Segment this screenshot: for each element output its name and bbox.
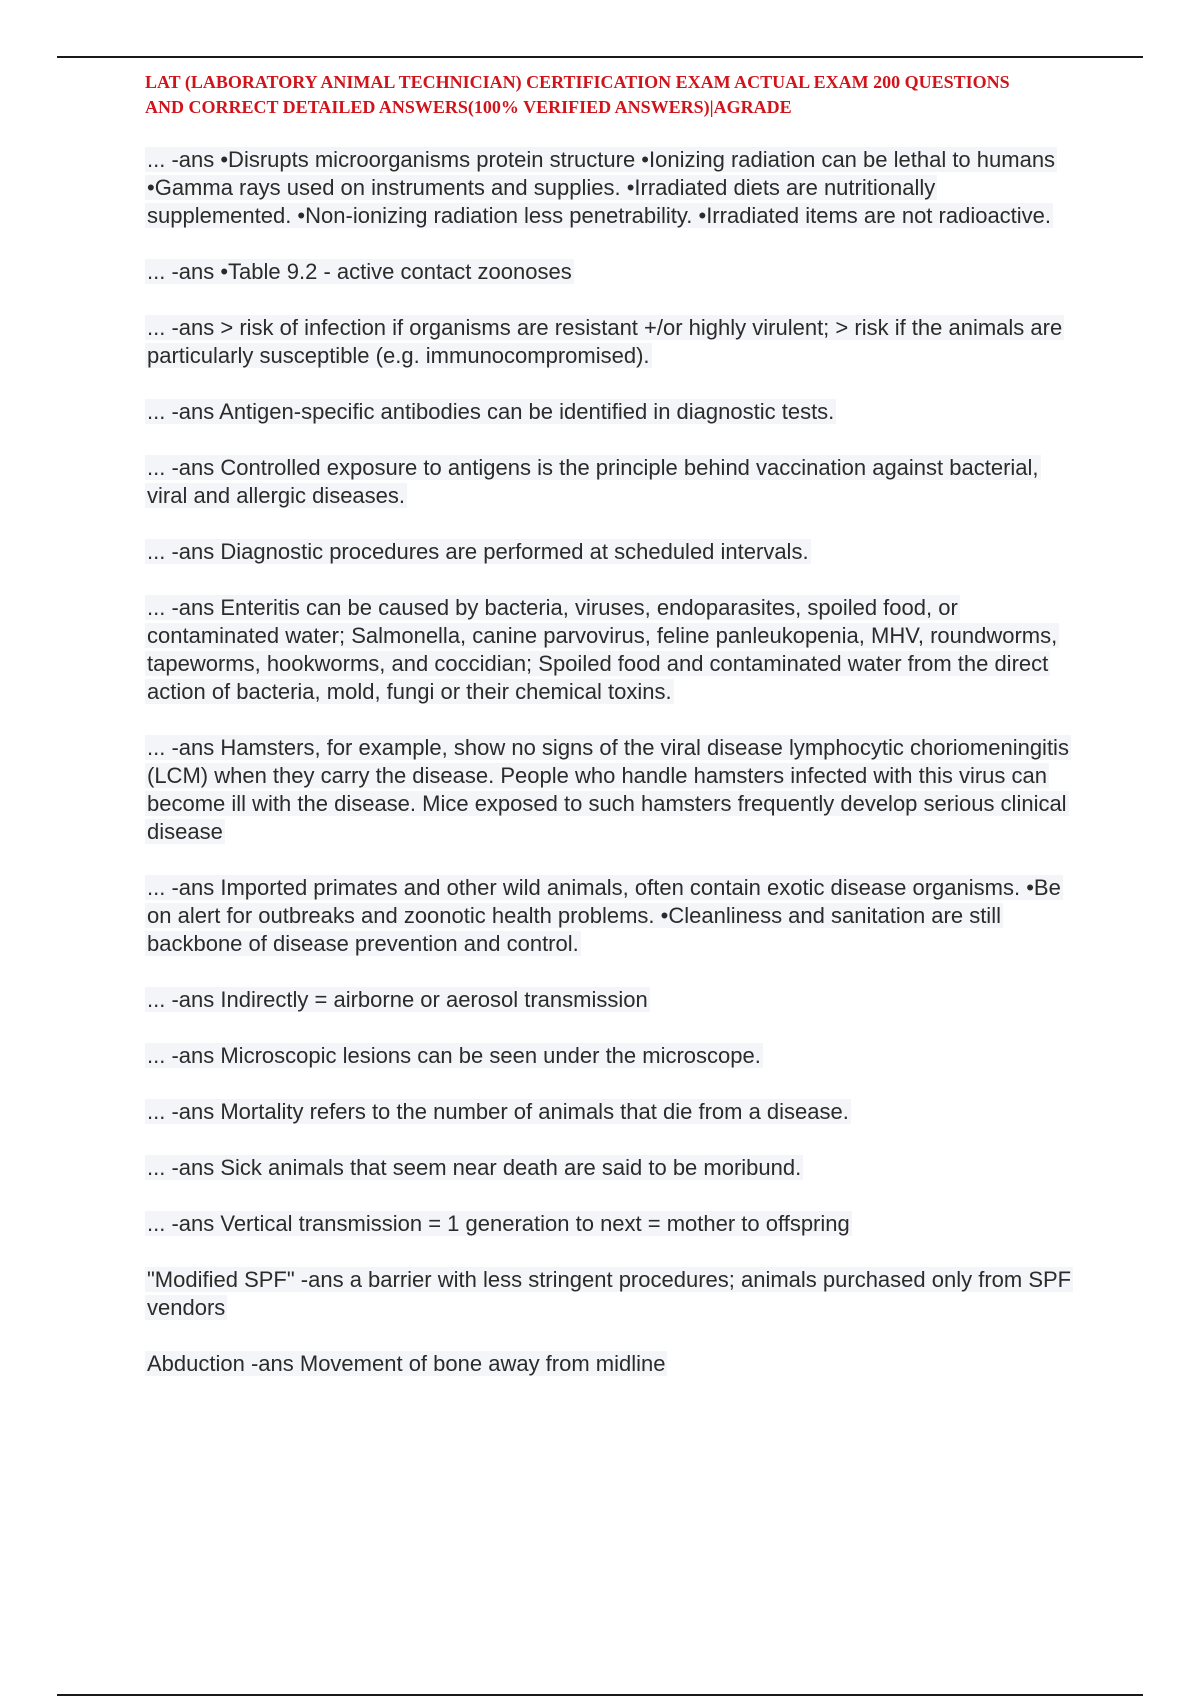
qa-entry xyxy=(145,398,1080,426)
qa-entry-text: ... -ans Vertical transmission = 1 generation to next = mother to offspring xyxy=(147,1211,850,1236)
document-title: LAT (LABORATORY ANIMAL TECHNICIAN) CERTIFICATION EXAM ACTUAL EXAM 200 QUESTIONS AND CORRECT DETAILED ANSWERS(100% VERIFIED ANSWERS)|AGRADE xyxy=(145,72,1010,117)
qa-entry xyxy=(145,1266,1080,1322)
qa-entry xyxy=(145,1154,1080,1182)
qa-list xyxy=(145,146,1080,1406)
qa-entry xyxy=(145,1098,1080,1126)
qa-entry xyxy=(145,538,1080,566)
top-rule xyxy=(57,56,1143,58)
qa-entry-text: ... -ans Antigen-specific antibodies can be identified in diagnostic tests. xyxy=(147,399,835,424)
qa-entry-text: "Modified SPF" -ans a barrier with less stringent procedures; animals purchased only from SPF vendors xyxy=(147,1267,1072,1320)
bottom-rule xyxy=(57,1694,1143,1696)
qa-entry-text: ... -ans Hamsters, for example, show no signs of the viral disease lymphocytic choriomeningitis (LCM) when they carry the disease. People who handle hamsters infected with this virus can become ill with the disease. Mice exposed to such hamsters frequently develop serious clinical disease xyxy=(147,735,1069,844)
qa-entry-text: ... -ans Mortality refers to the number of animals that die from a disease. xyxy=(147,1099,849,1124)
qa-entry-text: ... -ans Indirectly = airborne or aerosol transmission xyxy=(147,987,648,1012)
qa-entry-text: ... -ans Enteritis can be caused by bacteria, viruses, endoparasites, spoiled food, or contaminated water; Salmonella, canine parvovirus, feline panleukopenia, MHV, roundworms, tapeworms, hookworms, and coccidian; Spoiled food and contaminated water from the direct action of bacteria, mold, fungi or their chemical toxins. xyxy=(147,595,1058,704)
qa-entry-text: ... -ans Imported primates and other wild animals, often contain exotic disease organisms. •Be on alert for outbreaks and zoonotic health problems. •Cleanliness and sanitation are still backbone of disease prevention and control. xyxy=(147,875,1061,956)
qa-entry-text: ... -ans Diagnostic procedures are performed at scheduled intervals. xyxy=(147,539,809,564)
qa-entry-text: Abduction -ans Movement of bone away from midline xyxy=(147,1351,666,1376)
qa-entry-text: ... -ans Controlled exposure to antigens is the principle behind vaccination against bacterial, viral and allergic diseases. xyxy=(147,455,1039,508)
qa-entry xyxy=(145,986,1080,1014)
qa-entry xyxy=(145,1210,1080,1238)
qa-entry-text: ... -ans > risk of infection if organisms are resistant +/or highly virulent; > risk if the animals are particularly susceptible (e.g. immunocompromised). xyxy=(147,315,1063,368)
qa-entry-text: ... -ans •Table 9.2 - active contact zoonoses xyxy=(147,259,572,284)
qa-entry xyxy=(145,874,1080,958)
qa-entry xyxy=(145,314,1080,370)
qa-entry xyxy=(145,1042,1080,1070)
qa-entry xyxy=(145,734,1080,846)
qa-entry xyxy=(145,594,1080,706)
qa-entry xyxy=(145,454,1080,510)
qa-entry xyxy=(145,146,1080,230)
qa-entry xyxy=(145,1350,1080,1378)
qa-entry-text: ... -ans Sick animals that seem near death are said to be moribund. xyxy=(147,1155,802,1180)
qa-entry-text: ... -ans •Disrupts microorganisms protein structure •Ionizing radiation can be lethal to humans •Gamma rays used on instruments and supplies. •Irradiated diets are nutritionally supplemented. •Non-ionizing radiation less penetrability. •Irradiated items are not radioactive. xyxy=(147,147,1056,228)
qa-entry-text: ... -ans Microscopic lesions can be seen under the microscope. xyxy=(147,1043,761,1068)
qa-entry xyxy=(145,258,1080,286)
